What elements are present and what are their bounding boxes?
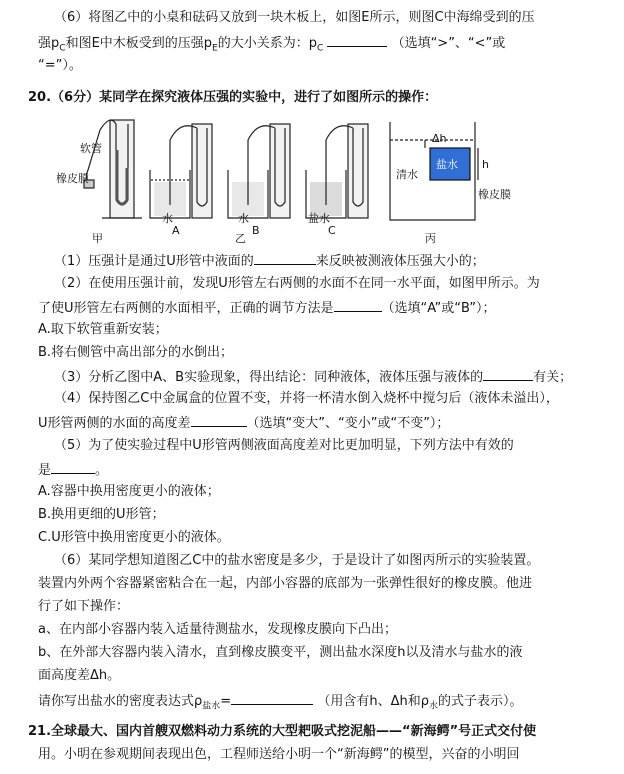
sub: 水 bbox=[428, 701, 438, 712]
text: 有关； bbox=[533, 370, 573, 385]
q21-line1 bbox=[28, 722, 598, 742]
answer-blank-4[interactable] bbox=[191, 412, 247, 427]
q20-2b bbox=[38, 297, 608, 319]
q19-6-line3: “=”）。 bbox=[38, 58, 82, 73]
q20-5b bbox=[38, 459, 608, 481]
label-yi: 乙 bbox=[235, 232, 246, 245]
q20-opt-b: B.将右侧管中高出部分的水倒出； bbox=[38, 345, 234, 360]
label-xiang-pi-mo-2: 橡皮膜 bbox=[478, 188, 511, 201]
figure-area bbox=[56, 110, 540, 245]
answer-blank-1[interactable] bbox=[254, 250, 316, 265]
label-b: B bbox=[252, 224, 260, 237]
q20-opt-a: A.取下软管重新安装； bbox=[38, 322, 168, 337]
text: （3）分析乙图中A、B实验现象，得出结论：同种液体，液体压强与液体的 bbox=[54, 370, 484, 385]
label-h: h bbox=[482, 158, 489, 171]
q20-3 bbox=[54, 366, 624, 388]
text: 了使U形管左右两侧的水面相平，正确的调节方法是 bbox=[38, 301, 334, 316]
q20-6d: a、在内部小容器内装入适量待测盐水，发现橡皮膜向下凸出； bbox=[38, 622, 397, 637]
label-qing-shui: 清水 bbox=[396, 168, 418, 181]
q19-6-line2 bbox=[38, 32, 608, 59]
label-xiang-pi-mo: 橡皮膜 bbox=[56, 172, 89, 185]
text: = bbox=[220, 694, 232, 709]
text: 请你写出盐水的密度表达式ρ bbox=[38, 694, 203, 709]
fig-jia-manometer bbox=[84, 120, 142, 218]
answer-blank[interactable] bbox=[327, 32, 387, 47]
q20-4b bbox=[38, 412, 608, 434]
q20-4a: （4）保持图乙C中金属盒的位置不变，并将一杯清水倒入烧杯中搅匀后（液体未溢出）， bbox=[54, 391, 559, 406]
text: 的大小关系为：p bbox=[217, 36, 317, 51]
sub: E bbox=[212, 43, 218, 54]
answer-blank-5[interactable] bbox=[51, 459, 95, 474]
text: 的式子表示）。 bbox=[437, 694, 523, 709]
question-number: 21. bbox=[28, 724, 52, 739]
label-delta-h: Δh bbox=[432, 132, 447, 145]
q20-1 bbox=[54, 250, 624, 272]
text: 是 bbox=[38, 463, 52, 478]
text: （选填“>”、“<”或 bbox=[391, 36, 506, 51]
label-shui-a: 水 bbox=[162, 212, 173, 225]
text: （1）压强计是通过U形管中液面的 bbox=[54, 254, 254, 269]
q20-2a: （2）在使用压强计前，发现U形管左右两侧的水面不在同一水平面，如图甲所示。为 bbox=[54, 276, 540, 291]
q20-6g bbox=[38, 690, 608, 717]
text: （选填“变大”、“变小”或“不变”）； bbox=[246, 416, 450, 431]
text: （用含有h、Δh和ρ bbox=[317, 694, 429, 709]
sub: C bbox=[59, 43, 66, 54]
q20-5-opt-c: C.U形管中换用密度更小的液体。 bbox=[38, 530, 230, 545]
answer-blank-6[interactable] bbox=[231, 690, 313, 705]
fig-yi-beakers bbox=[150, 124, 368, 218]
q20-6b: 装置内外两个容器紧密粘合在一起，内部小容器的底部为一张弹性很好的橡皮膜。他进 bbox=[38, 576, 533, 591]
sub: C bbox=[316, 43, 324, 54]
label-bing: 丙 bbox=[425, 232, 436, 245]
text: 全球最大、国内首艘双燃料动力系统的大型耙吸式挖泥船——“新海鳄”号正式交付使 bbox=[51, 724, 537, 739]
label-jia: 甲 bbox=[92, 232, 103, 245]
q20-6c: 行了如下操作： bbox=[38, 599, 130, 614]
text: （选填“A”或“B”）； bbox=[381, 301, 496, 316]
beaker-a bbox=[150, 124, 212, 218]
q20-5a: （5）为了使实验过程中U形管两侧液面高度差对比更加明显，下列方法中有效的 bbox=[54, 438, 514, 453]
label-yan-shui-2: 盐水 bbox=[436, 158, 458, 171]
beaker-b bbox=[228, 124, 290, 218]
q20-6a: （6）某同学想知道图乙C中的盐水密度是多少，于是设计了如图丙所示的实验装置。 bbox=[54, 553, 540, 568]
question-stem: （6分）某同学在探究液体压强的实验中，进行了如图所示的操作： bbox=[51, 90, 438, 105]
q21-line2: 用。小明在参观期间表现出色，工程师送给小明一个“新海鳄”的模型，兴奋的小明回 bbox=[38, 747, 520, 762]
q20-6f: 面高度差Δh。 bbox=[38, 668, 121, 683]
text: 来反映被测液体压强大小的； bbox=[315, 254, 485, 269]
label-a: A bbox=[172, 224, 180, 237]
q19-6-line1: （6）将图乙中的小桌和砝码又放到一块木板上，如图E所示，则图C中海绵受到的压 bbox=[54, 10, 535, 25]
q20-6e: b、在外部大容器内装入清水，直到橡皮膜变平，测出盐水深度h以及清水与盐水的液 bbox=[38, 645, 523, 660]
label-ruan-guan: 软管 bbox=[80, 142, 102, 155]
q20-heading bbox=[28, 88, 598, 108]
text: 。 bbox=[95, 463, 109, 478]
label-yan-shui: 盐水 bbox=[308, 212, 330, 225]
question-number: 20. bbox=[28, 90, 52, 105]
label-c: C bbox=[328, 224, 336, 237]
q20-5-opt-b: B.换用更细的U形管； bbox=[38, 507, 165, 522]
sub: 盐水 bbox=[202, 701, 221, 712]
answer-blank-2[interactable] bbox=[334, 297, 382, 312]
answer-blank-3[interactable] bbox=[483, 366, 533, 381]
text: U形管两侧的水面的高度差 bbox=[38, 416, 191, 431]
q20-5-opt-a: A.容器中换用密度更小的液体； bbox=[38, 484, 220, 499]
text: 和图E中木板受到的压强p bbox=[65, 36, 213, 51]
beaker-c bbox=[306, 124, 368, 218]
text: 强p bbox=[38, 36, 60, 51]
label-shui-b: 水 bbox=[238, 212, 249, 225]
